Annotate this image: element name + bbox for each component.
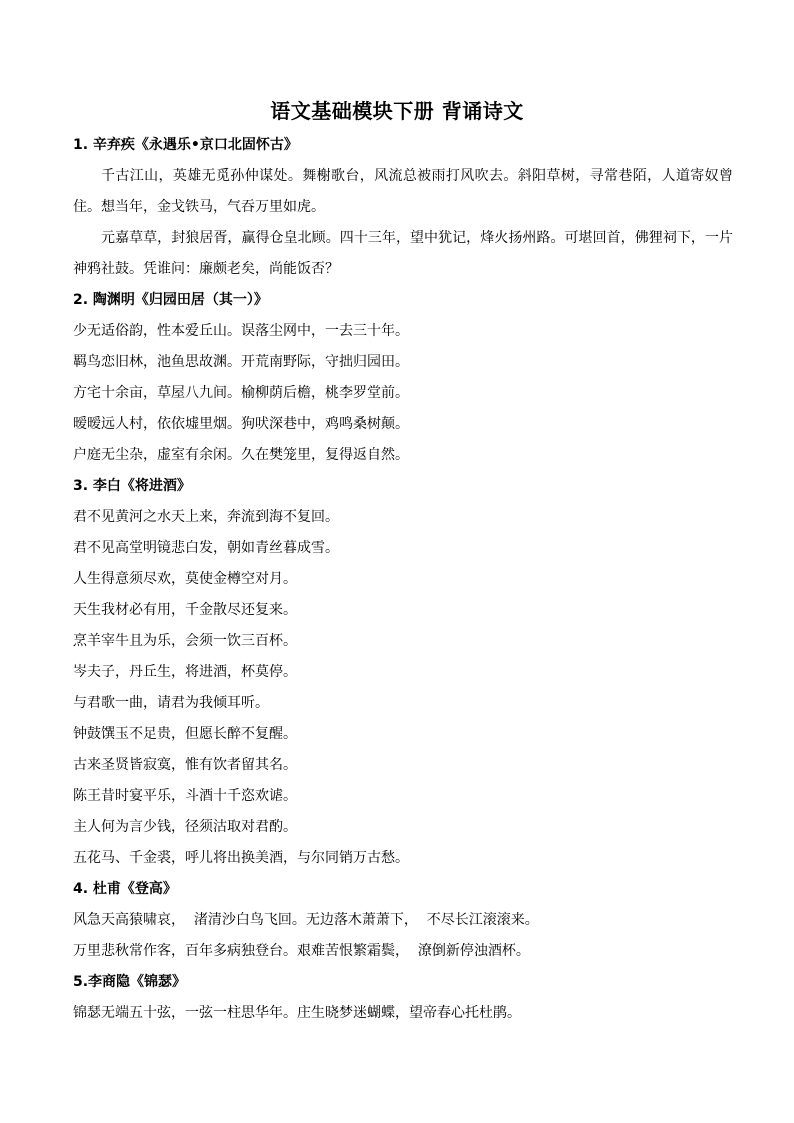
poem-line: 人生得意须尽欢，莫使金樽空对月。 bbox=[73, 571, 297, 587]
poem-line: 锦瑟无端五十弦，一弦一柱思华年。庄生晓梦迷蝴蝶，望帝春心托杜鹃。 bbox=[73, 1005, 521, 1021]
section-heading: 4. 杜甫《登高》 bbox=[73, 881, 177, 897]
poem-line: 少无适俗韵，性本爱丘山。误落尘网中，一去三十年。 bbox=[73, 323, 409, 339]
section-4 bbox=[73, 874, 733, 967]
section-3 bbox=[73, 471, 733, 874]
poem-paragraph: 元嘉草草，封狼居胥，赢得仓皇北顾。四十三年，望中犹记，烽火扬州路。可堪回首，佛狸祠下，一片神鸦社鼓。凭谁问：廉颇老矣，尚能饭否？ bbox=[73, 230, 733, 277]
poem-line: 君不见黄河之水天上来，奔流到海不复回。 bbox=[73, 509, 339, 525]
poem-line: 岑夫子，丹丘生，将进酒，杯莫停。 bbox=[73, 664, 297, 680]
poem-line: 主人何为言少钱，径须沽取对君酌。 bbox=[73, 819, 297, 835]
poem-line: 风急天高猿啸哀， 渚清沙白鸟飞回。无边落木萧萧下， 不尽长江滚滚来。 bbox=[73, 912, 539, 928]
poem-paragraph: 千古江山，英雄无觅孙仲谋处。舞榭歌台，风流总被雨打风吹去。斜阳草树，寻常巷陌，人道寄奴曾住。想当年，金戈铁马，气吞万里如虎。 bbox=[73, 168, 733, 215]
poem-line: 烹羊宰牛且为乐，会须一饮三百杯。 bbox=[73, 633, 297, 649]
section-heading: 3. 李白《将进酒》 bbox=[73, 478, 191, 494]
page-title: 语文基础模块下册 背诵诗文 bbox=[270, 99, 524, 123]
poem-line: 羁鸟恋旧林，池鱼思故渊。开荒南野际，守拙归园田。 bbox=[73, 354, 409, 370]
section-heading: 1. 辛弃疾《永遇乐•京口北固怀古》 bbox=[73, 137, 298, 153]
section-heading: 2. 陶渊明《归园田居（其一）》 bbox=[73, 292, 268, 308]
poem-line: 古来圣贤皆寂寞，惟有饮者留其名。 bbox=[73, 757, 297, 773]
poem-line: 与君歌一曲，请君为我倾耳听。 bbox=[73, 695, 269, 711]
section-heading: 5.李商隐《锦瑟》 bbox=[73, 974, 187, 990]
section-5 bbox=[73, 967, 733, 1029]
poem-line: 五花马、千金裘，呼儿将出换美酒，与尔同销万古愁。 bbox=[73, 850, 409, 866]
poem-line: 暧暧远人村，依依墟里烟。狗吠深巷中，鸡鸣桑树颠。 bbox=[73, 416, 409, 432]
poem-line: 万里悲秋常作客，百年多病独登台。艰难苦恨繁霜鬓， 潦倒新停浊酒杯。 bbox=[73, 943, 530, 959]
poem-line: 陈王昔时宴平乐，斗酒十千恣欢谑。 bbox=[73, 788, 297, 804]
poem-line: 方宅十余亩，草屋八九间。榆柳荫后檐，桃李罗堂前。 bbox=[73, 385, 409, 401]
section-2 bbox=[73, 285, 733, 471]
section-1 bbox=[73, 130, 733, 285]
poem-line: 户庭无尘杂，虚室有余闲。久在樊笼里，复得返自然。 bbox=[73, 447, 409, 463]
poem-line: 君不见高堂明镜悲白发，朝如青丝暮成雪。 bbox=[73, 540, 339, 556]
poem-line: 天生我材必有用，千金散尽还复来。 bbox=[73, 602, 297, 618]
poem-line: 钟鼓馔玉不足贵，但愿长醉不复醒。 bbox=[73, 726, 297, 742]
document-body bbox=[73, 130, 733, 1029]
